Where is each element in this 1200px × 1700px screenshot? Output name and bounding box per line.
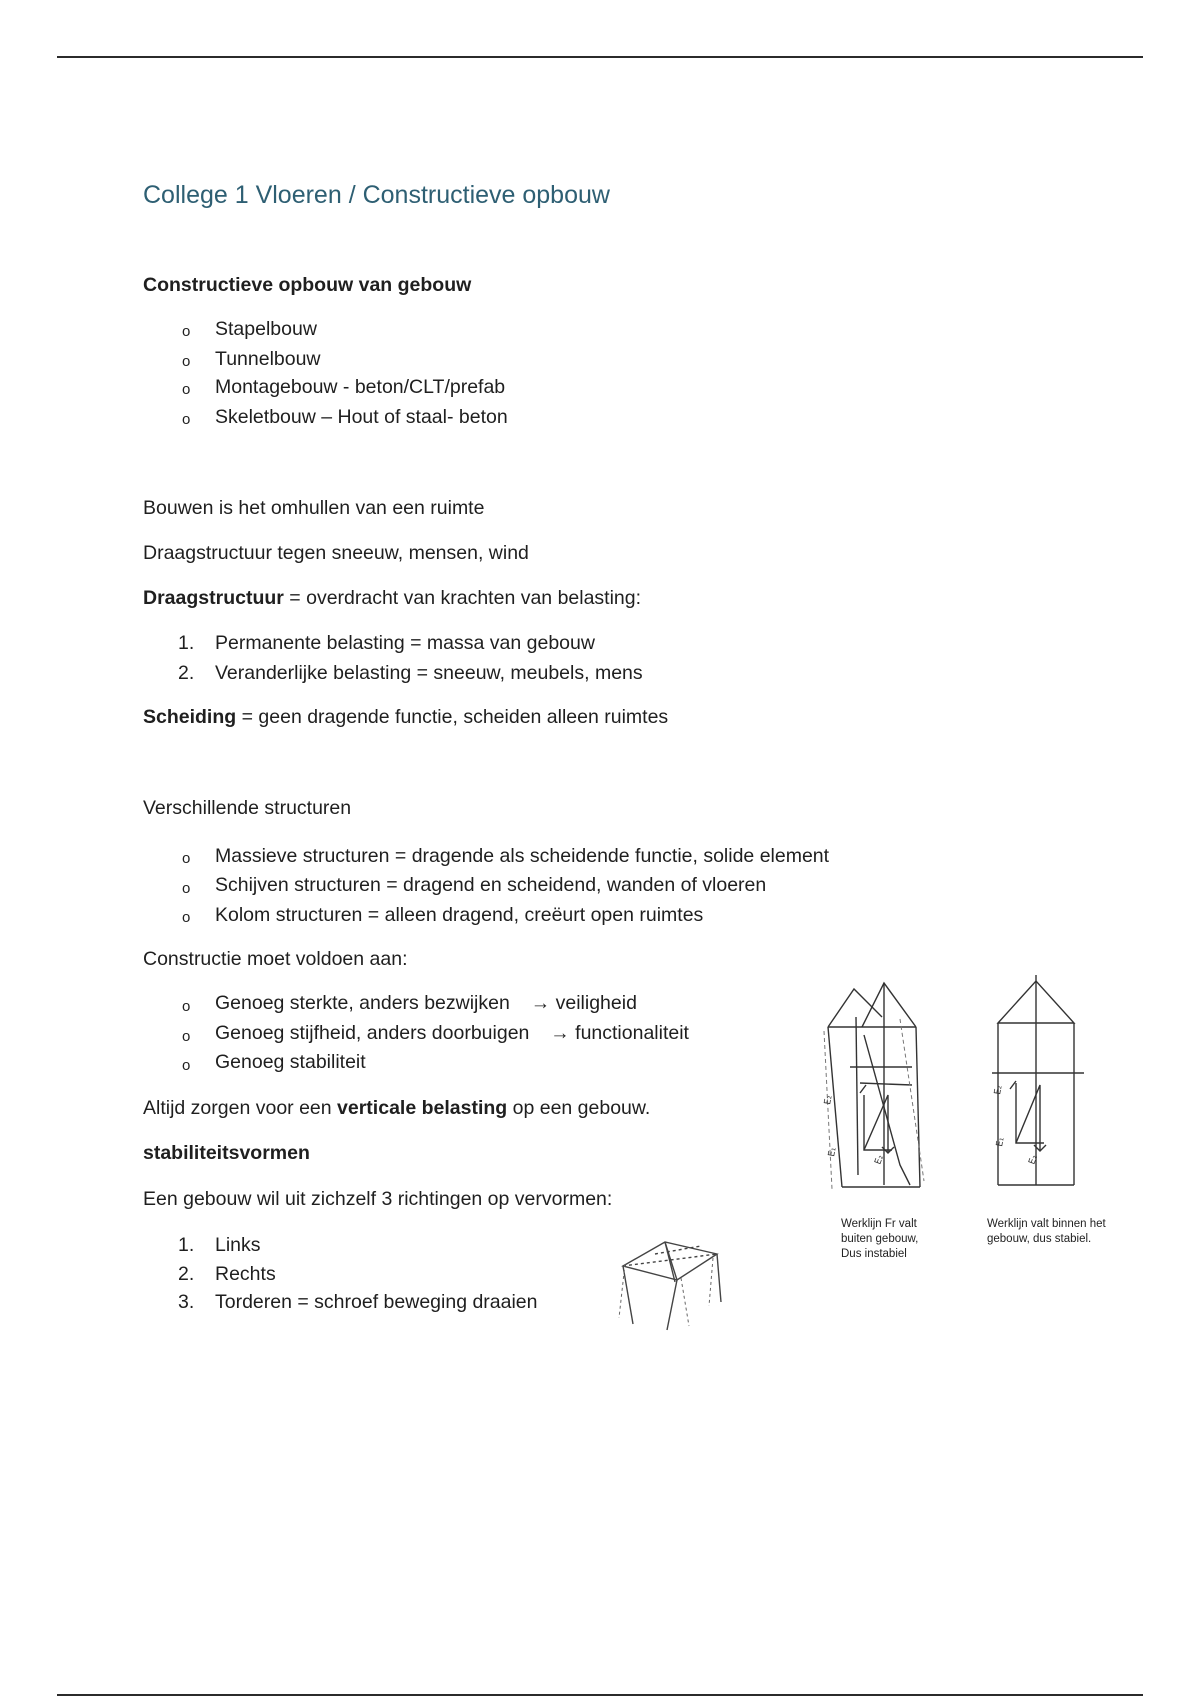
requirement-result: functionaliteit	[575, 1022, 689, 1044]
footer-rule	[57, 1694, 1143, 1696]
bullet-marker: o	[182, 353, 191, 370]
bullet-marker: o	[182, 880, 191, 897]
figure-caption-unstable	[841, 1217, 918, 1262]
arrow-icon: →	[550, 1022, 570, 1044]
term-scheiding: Scheiding	[143, 706, 237, 728]
list-item: Schijven structuren = dragend en scheidend, wanden of vloeren	[215, 874, 767, 896]
stability-figure-stable	[988, 975, 1088, 1200]
paragraph-verticale-belasting	[143, 1097, 650, 1120]
term-verticale-belasting: verticale belasting	[337, 1097, 508, 1119]
list-item: Torderen = schroef beweging draaien	[215, 1291, 538, 1313]
caption-line: Werklijn valt binnen het	[987, 1218, 1106, 1230]
list-item: Genoeg stabiliteit	[215, 1051, 366, 1073]
definition-text: = overdracht van krachten van belasting:	[283, 587, 642, 609]
paragraph-vervormen: Een gebouw wil uit zichzelf 3 richtingen op vervormen:	[143, 1188, 613, 1210]
bullet-marker: o	[182, 1057, 191, 1074]
list-item: Kolom structuren = alleen dragend, creëurt open ruimtes	[215, 904, 704, 926]
list-number: 1.	[178, 632, 195, 654]
list-number: 1.	[178, 1234, 195, 1256]
definition-text: = geen dragende functie, scheiden alleen ruimtes	[236, 706, 669, 728]
svg-text:E₁: E₁	[827, 1146, 839, 1158]
caption-line: Dus instabiel	[841, 1248, 907, 1260]
paragraph-draagstructuur-definition	[143, 587, 641, 610]
caption-line: buiten gebouw,	[841, 1233, 919, 1245]
arrow-icon: →	[530, 992, 551, 1014]
paragraph-draagstructuur-belasting: Draagstructuur tegen sneeuw, mensen, wind	[143, 542, 529, 564]
page-title: College 1 Vloeren / Constructieve opbouw	[143, 181, 610, 209]
list-item: Stapelbouw	[215, 318, 317, 340]
bullet-marker: o	[182, 1028, 191, 1045]
paragraph-verschillende-structuren: Verschillende structuren	[143, 797, 352, 819]
paragraph-scheiding-definition	[143, 706, 668, 729]
bullet-marker: o	[182, 381, 191, 398]
requirement-text: Genoeg stijfheid, anders doorbuigen	[215, 1022, 530, 1044]
caption-line: gebouw, dus stabiel.	[987, 1233, 1092, 1245]
list-item	[215, 992, 637, 1015]
list-item: Montagebouw - beton/CLT/prefab	[215, 376, 506, 398]
section-heading-constructieve-opbouw: Constructieve opbouw van gebouw	[143, 274, 472, 296]
paragraph-constructie-eisen: Constructie moet voldoen aan:	[143, 948, 408, 970]
list-item: Rechts	[215, 1263, 276, 1285]
svg-text:E₂: E₂	[1027, 1153, 1040, 1167]
svg-text:E₂: E₂	[823, 1094, 835, 1106]
svg-text:E₂: E₂	[873, 1153, 886, 1167]
stability-figure-unstable	[820, 975, 940, 1200]
term-draagstructuur: Draagstructuur	[143, 587, 284, 609]
list-item	[215, 1022, 689, 1045]
figure-caption-stable	[987, 1217, 1106, 1247]
list-item: Veranderlijke belasting = sneeuw, meubels, mens	[215, 662, 643, 684]
svg-text:E₂: E₂	[993, 1084, 1005, 1096]
list-item: Permanente belasting = massa van gebouw	[215, 632, 595, 654]
svg-text:E₁: E₁	[995, 1136, 1007, 1148]
list-item: Tunnelbouw	[215, 348, 321, 370]
bullet-marker: o	[182, 998, 191, 1015]
requirement-text: Genoeg sterkte, anders bezwijken	[215, 992, 510, 1014]
text-fragment: op een gebouw.	[507, 1097, 651, 1119]
bullet-marker: o	[182, 323, 191, 340]
text-fragment: Altijd zorgen voor een	[143, 1097, 338, 1119]
list-number: 2.	[178, 662, 195, 684]
section-heading-stabiliteitsvormen: stabiliteitsvormen	[143, 1142, 310, 1164]
bullet-marker: o	[182, 909, 191, 926]
list-number: 2.	[178, 1263, 195, 1285]
list-item: Skeletbouw – Hout of staal- beton	[215, 406, 508, 428]
header-rule	[57, 56, 1143, 58]
caption-line: Werklijn Fr valt	[841, 1218, 917, 1230]
torsion-sketch	[605, 1234, 745, 1334]
paragraph-omhullen: Bouwen is het omhullen van een ruimte	[143, 497, 485, 519]
bullet-marker: o	[182, 850, 191, 867]
list-number: 3.	[178, 1291, 195, 1313]
list-item: Massieve structuren = dragende als scheidende functie, solide element	[215, 845, 830, 867]
list-item: Links	[215, 1234, 261, 1256]
bullet-marker: o	[182, 411, 191, 428]
requirement-result: veiligheid	[555, 992, 637, 1014]
